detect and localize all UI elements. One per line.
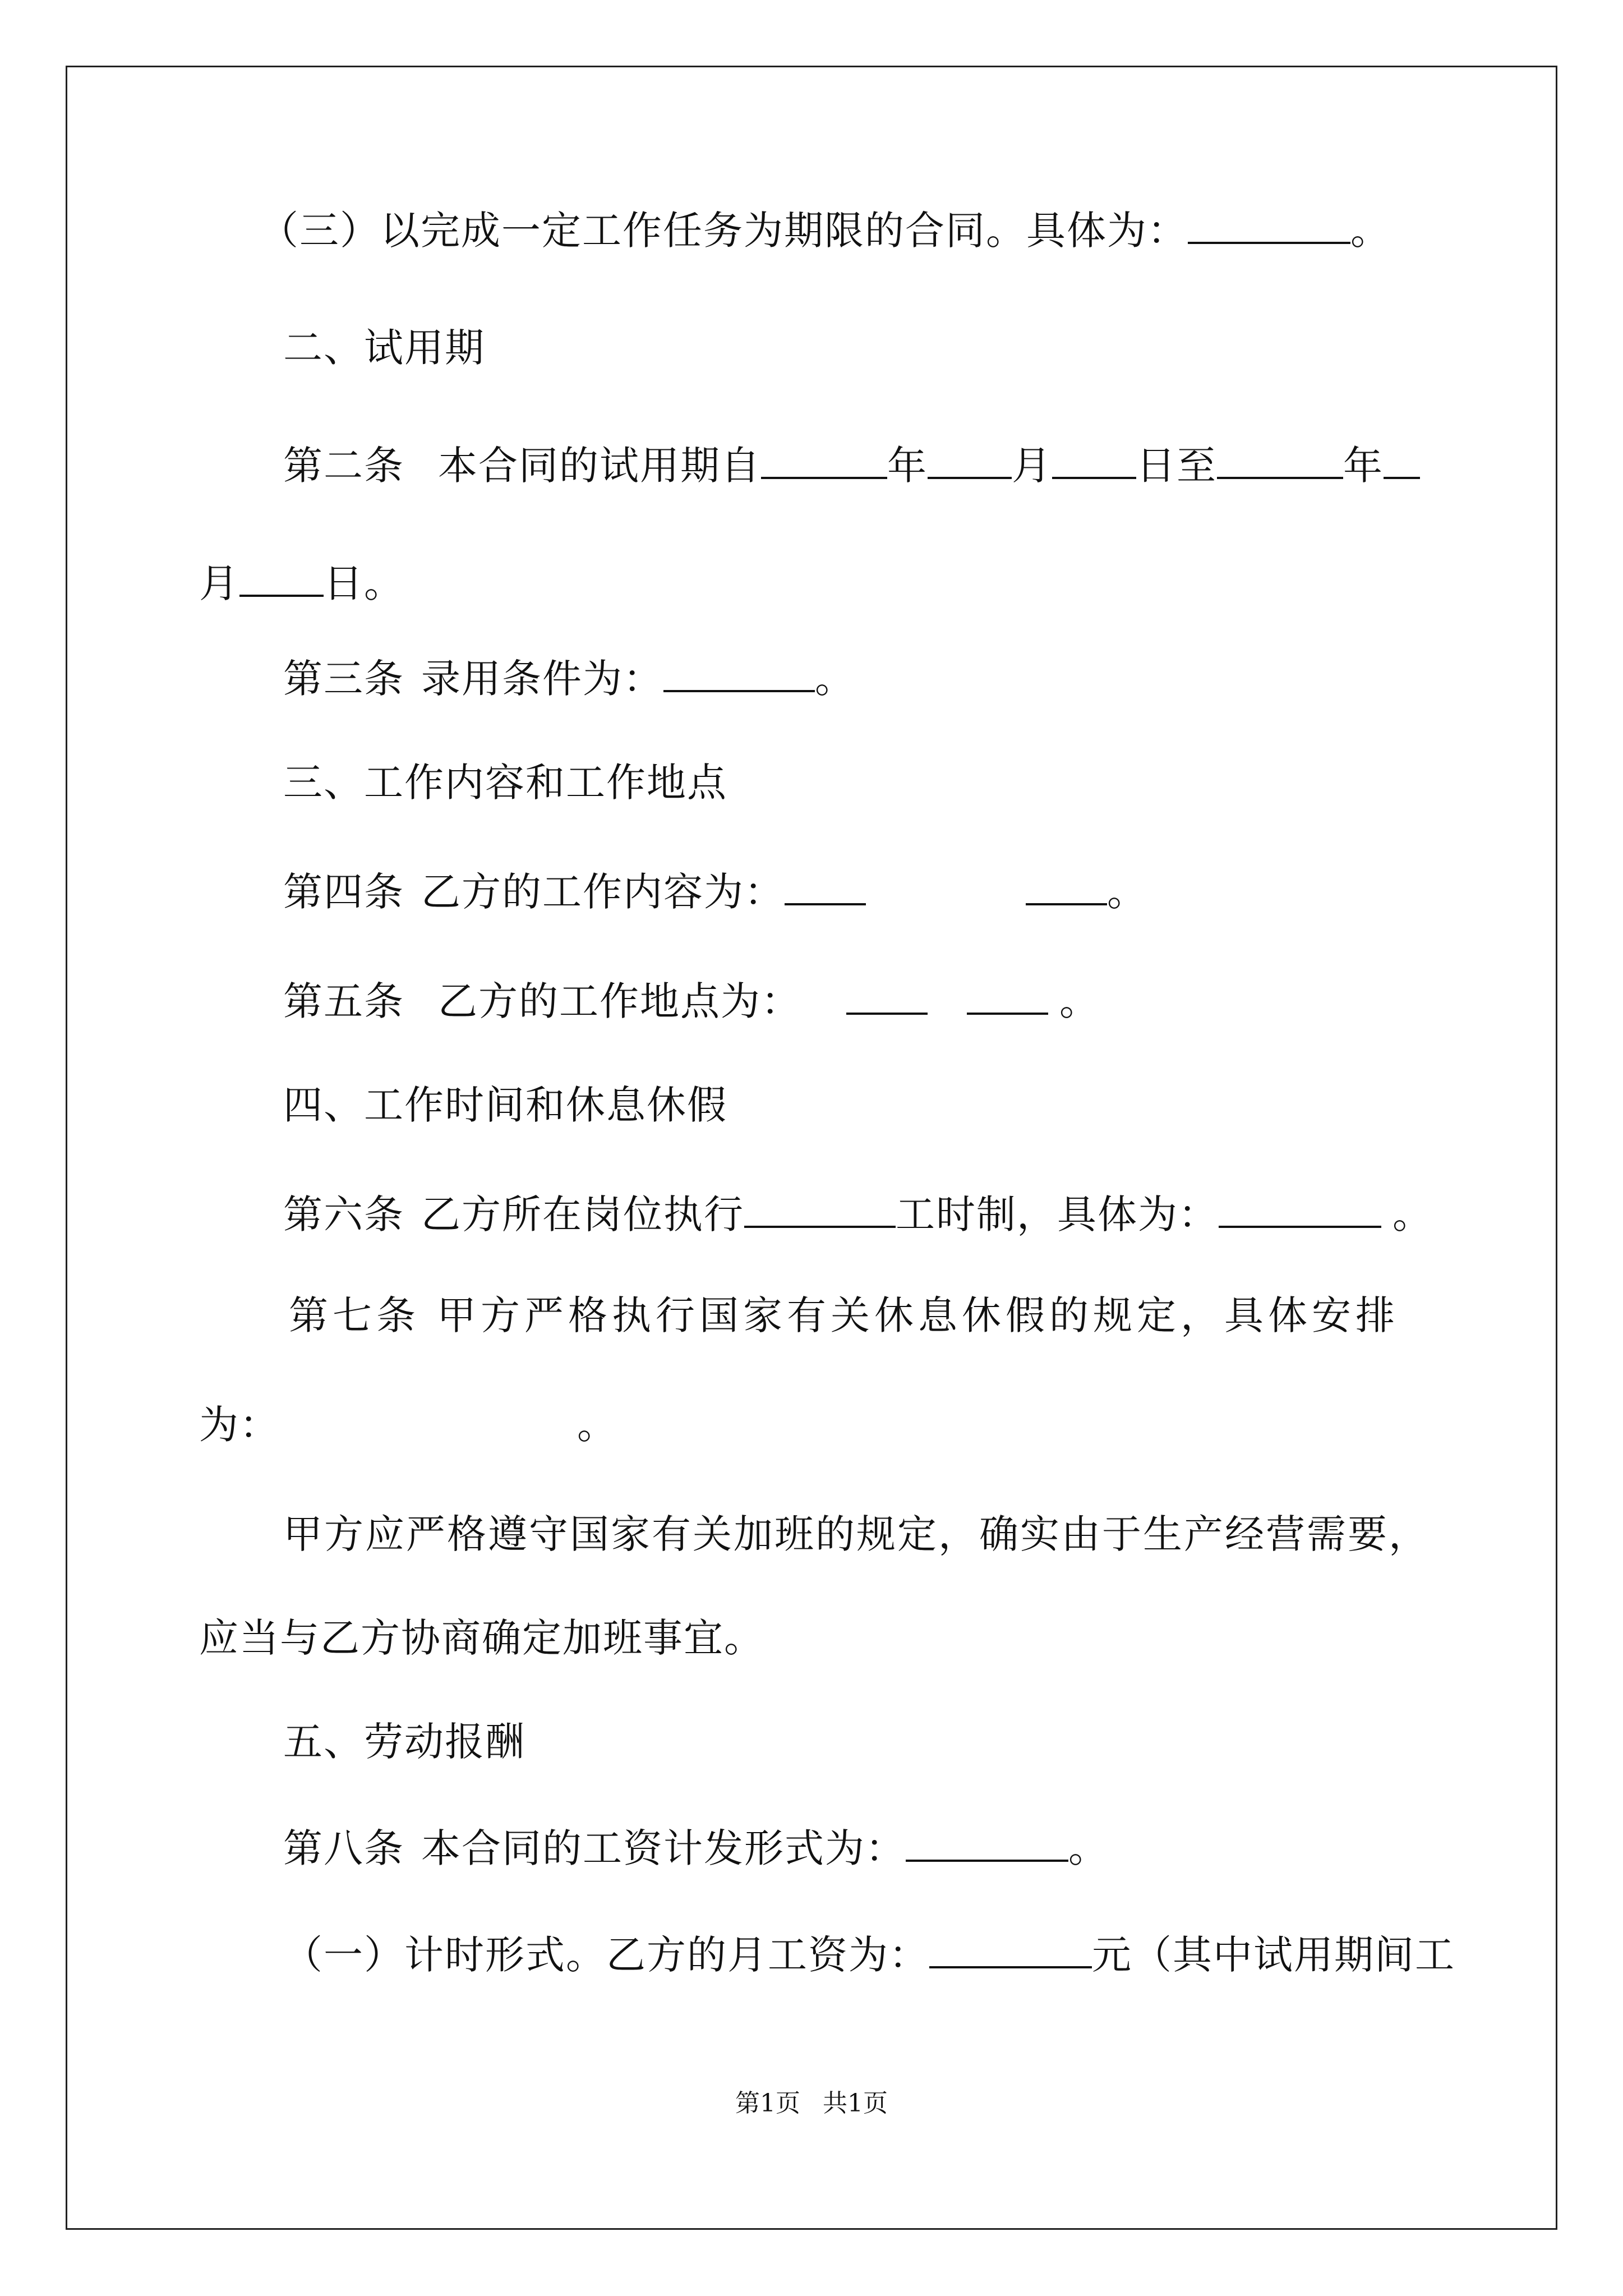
article-number: 第二条 bbox=[283, 443, 404, 489]
blank-field[interactable] bbox=[906, 1828, 1068, 1862]
blank-field[interactable] bbox=[1384, 445, 1420, 479]
punctuation: 。 bbox=[1068, 1825, 1109, 1871]
clause-text: 本合同的工资计发形式为： bbox=[421, 1825, 906, 1871]
clause-text: 乙方的工作内容为： bbox=[421, 869, 785, 915]
clause-text: 录用条件为： bbox=[421, 656, 663, 702]
blank-field[interactable] bbox=[967, 981, 1048, 1015]
label-year: 年 bbox=[887, 443, 928, 489]
text-line-14: 应当与乙方协商确定加班事宜。 bbox=[199, 1615, 764, 1661]
page-border bbox=[66, 66, 1557, 2230]
section-heading-work-time: 四、工作时间和休息休假 bbox=[283, 1082, 727, 1128]
article-number: 第五条 bbox=[283, 978, 404, 1024]
page-total: 共1页 bbox=[823, 2089, 888, 2118]
text-line-17 bbox=[283, 1930, 1455, 1980]
clause-text: 本合同的试用期自 bbox=[438, 443, 761, 489]
label-day: 日。 bbox=[324, 560, 404, 606]
label-year: 年 bbox=[1343, 443, 1384, 489]
blank-field[interactable] bbox=[1026, 872, 1107, 905]
article-number: 第八条 bbox=[283, 1825, 404, 1871]
article-number: 第七条 bbox=[289, 1292, 420, 1338]
article-number: 第三条 bbox=[283, 656, 404, 702]
clause-text: 工时制，具体为： bbox=[896, 1191, 1219, 1237]
text-line-16 bbox=[283, 1823, 1109, 1874]
label-month: 月 bbox=[1012, 443, 1052, 489]
text-line-5 bbox=[283, 654, 855, 704]
label-day-to: 日至 bbox=[1136, 443, 1217, 489]
blank-field[interactable] bbox=[846, 981, 928, 1015]
section-heading-probation: 二、试用期 bbox=[283, 325, 485, 371]
text-line-10 bbox=[283, 1189, 1433, 1240]
section-heading-remuneration: 五、劳动报酬 bbox=[283, 1719, 525, 1765]
text-line-12 bbox=[199, 1400, 617, 1450]
section-heading-work-content: 三、工作内容和工作地点 bbox=[283, 760, 727, 806]
blank-field[interactable] bbox=[1219, 1194, 1381, 1228]
page-footer bbox=[0, 2087, 1623, 2120]
punctuation: 。 bbox=[815, 656, 855, 702]
article-number: 第四条 bbox=[283, 869, 404, 915]
text-line-3 bbox=[283, 440, 1420, 491]
blank-field[interactable] bbox=[744, 1194, 896, 1228]
punctuation: 。 bbox=[1393, 1191, 1433, 1237]
text-line-8 bbox=[283, 976, 1100, 1027]
blank-field[interactable] bbox=[929, 1935, 1092, 1968]
clause-text: （三）以完成一定工作任务为期限的合同。具体为： bbox=[259, 208, 1188, 254]
clause-text: 元（其中试用期间工 bbox=[1092, 1932, 1455, 1978]
clause-text: 甲方严格执行国家有关休息休假的规定，具体安排 bbox=[437, 1292, 1399, 1338]
text-line-7 bbox=[283, 867, 1147, 917]
blank-field[interactable] bbox=[928, 445, 1012, 479]
clause-text: 为： bbox=[199, 1402, 280, 1448]
punctuation: 。 bbox=[1350, 208, 1391, 254]
text-line-13: 甲方应严格遵守国家有关加班的规定，确实由于生产经营需要， bbox=[283, 1511, 1430, 1557]
page-number: 第1页 bbox=[735, 2089, 800, 2118]
blank-field[interactable] bbox=[239, 563, 324, 597]
blank-field[interactable] bbox=[1217, 445, 1343, 479]
blank-field[interactable] bbox=[1052, 445, 1136, 479]
blank-field[interactable] bbox=[785, 872, 866, 905]
blank-field[interactable] bbox=[663, 659, 815, 692]
text-line-4 bbox=[199, 558, 404, 609]
text-line-11 bbox=[289, 1290, 1399, 1341]
clause-text: 乙方所在岗位执行 bbox=[421, 1191, 744, 1237]
clause-text: 乙方的工作地点为： bbox=[438, 978, 801, 1024]
label-month: 月 bbox=[199, 560, 239, 606]
punctuation: 。 bbox=[577, 1402, 617, 1448]
punctuation: 。 bbox=[1107, 869, 1147, 915]
text-line-1 bbox=[259, 205, 1391, 256]
blank-field[interactable] bbox=[1188, 210, 1350, 244]
blank-field[interactable] bbox=[761, 445, 887, 479]
punctuation: 。 bbox=[1059, 978, 1100, 1024]
article-number: 第六条 bbox=[283, 1191, 404, 1237]
clause-text: （一）计时形式。乙方的月工资为： bbox=[283, 1932, 929, 1978]
